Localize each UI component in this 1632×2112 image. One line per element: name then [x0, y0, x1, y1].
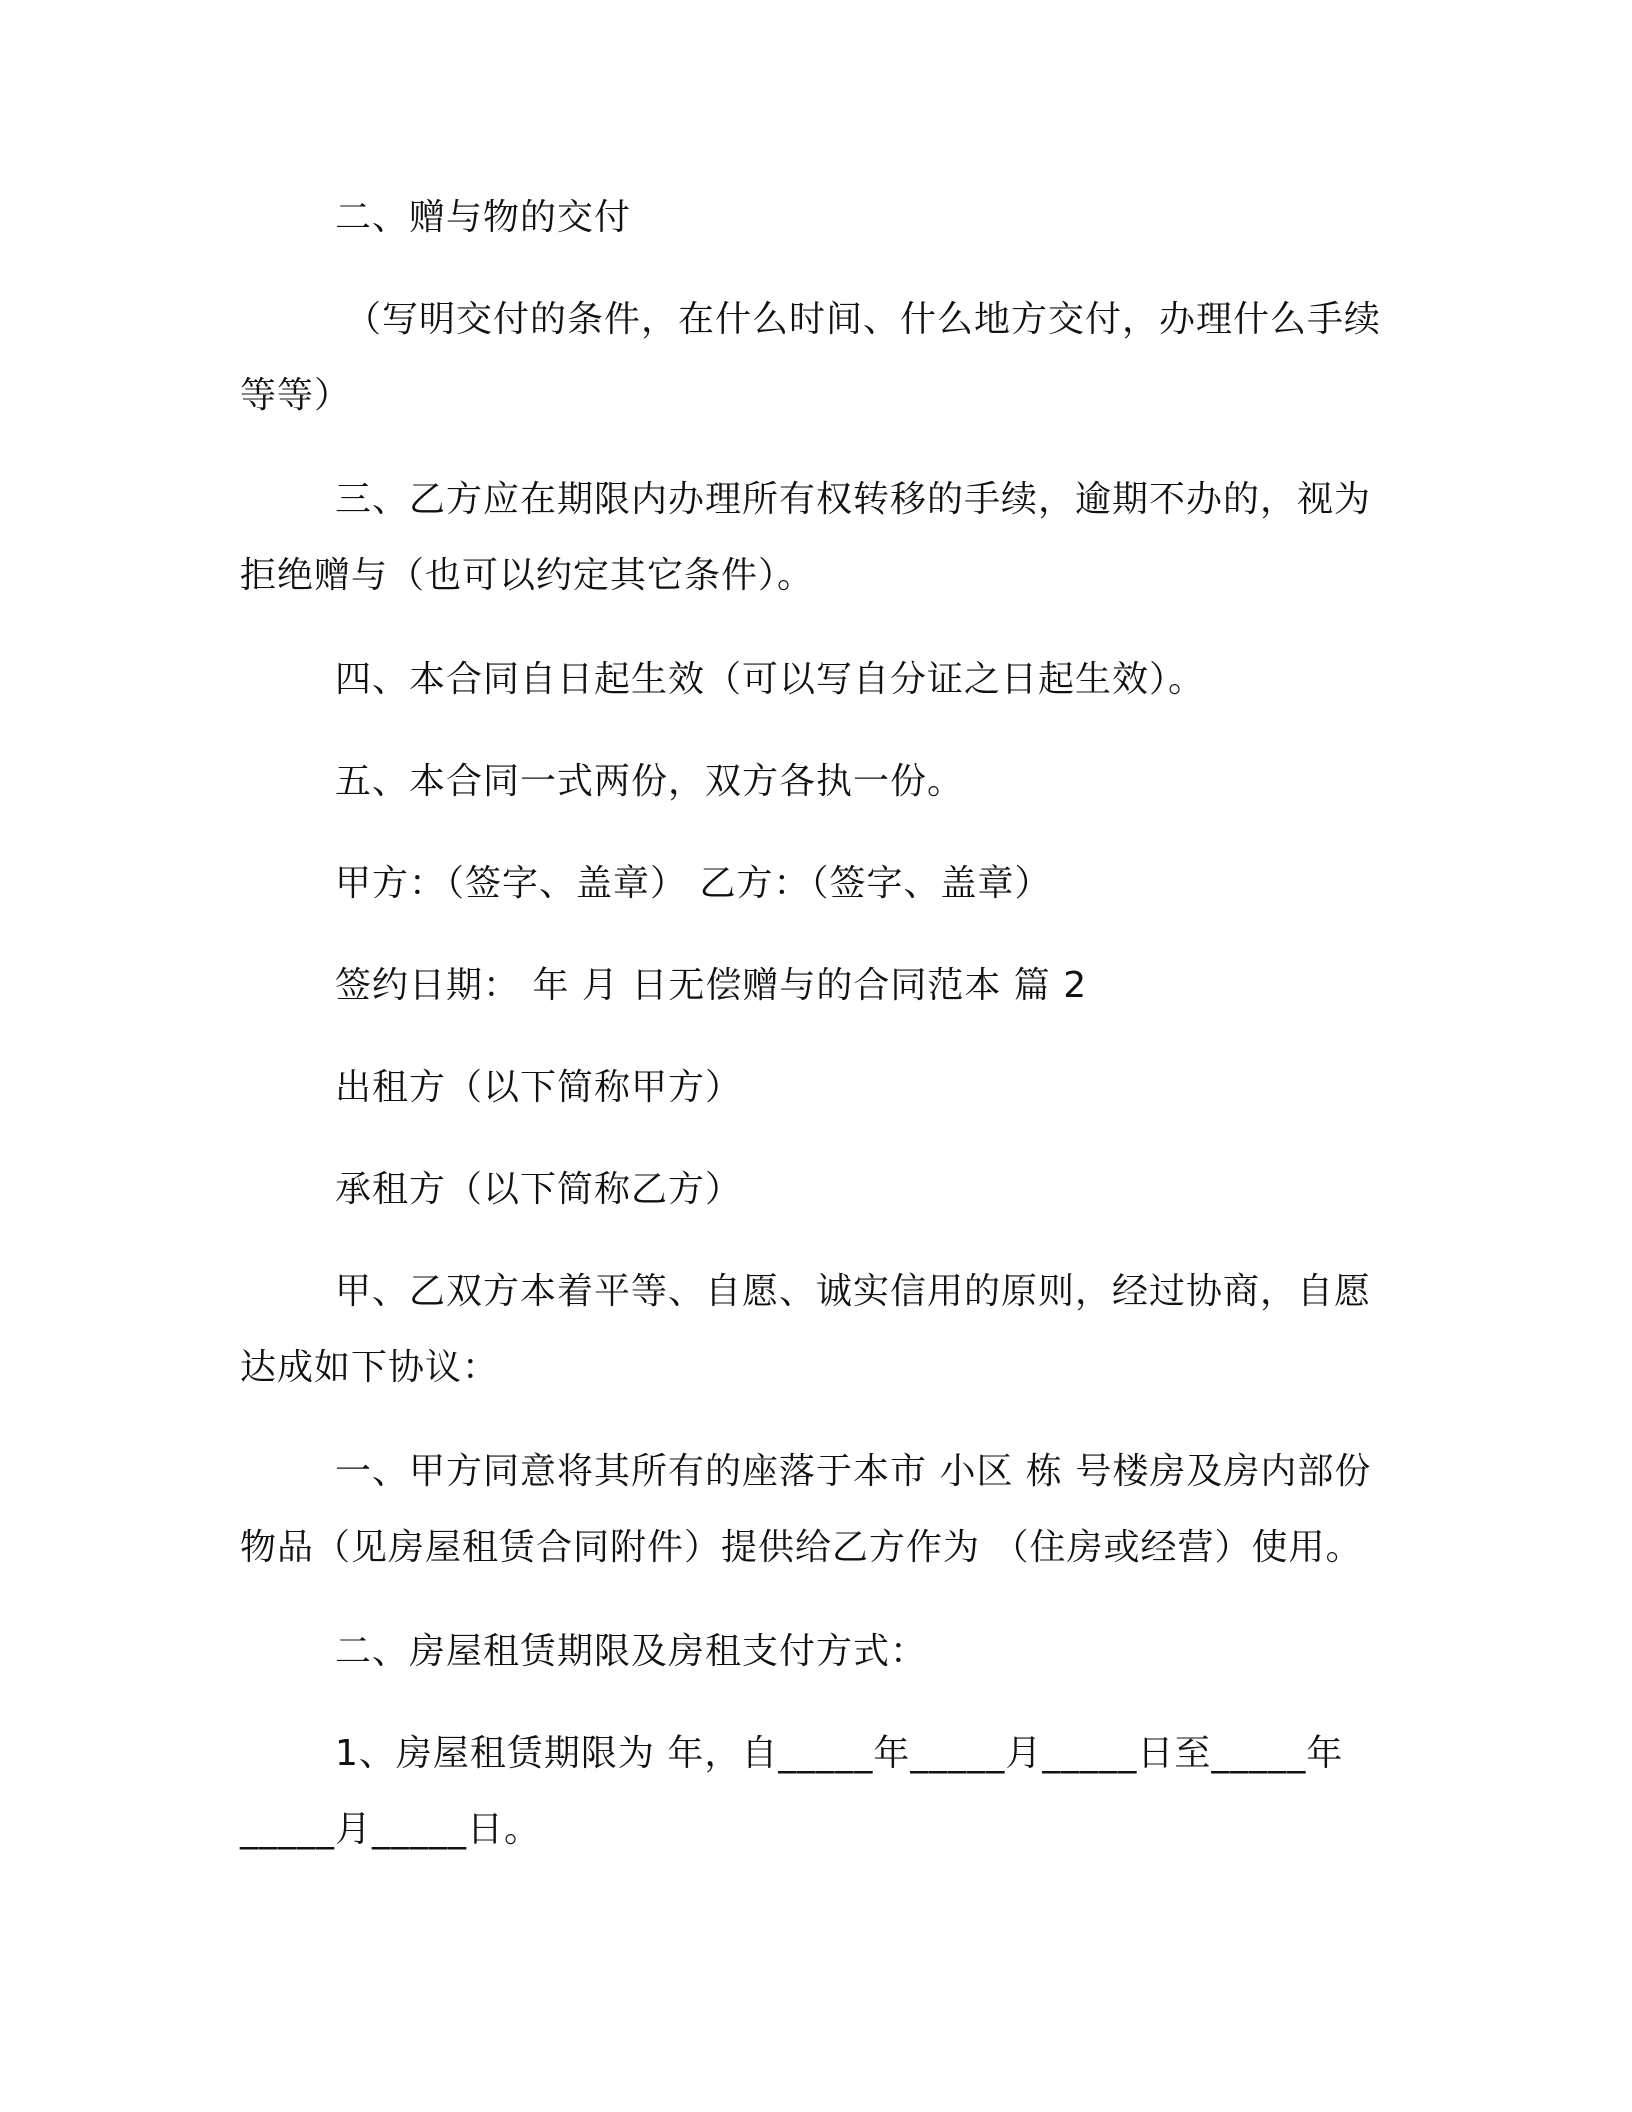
text-line: 四、本合同自日起生效（可以写自分证之日起生效）。 — [335, 659, 1206, 700]
paragraph-gift-delivery-heading — [240, 180, 1380, 256]
text-line: 达成如下协议： — [240, 1347, 500, 1388]
text-line: 五、本合同一式两份，双方各执一份。 — [335, 761, 965, 802]
paragraph-lessee — [240, 1152, 1380, 1228]
text-line: 一、甲方同意将其所有的座落于本市 小区 栋 号楼房及房内部份 — [335, 1451, 1372, 1492]
text-line: 甲、乙双方本着平等、自愿、诚实信用的原则，经过协商，自愿 — [335, 1271, 1372, 1312]
text-line: 二、房屋租赁期限及房租支付方式： — [335, 1631, 928, 1672]
text-line: 三、乙方应在期限内办理所有权转移的手续，逾期不办的，视为 — [335, 479, 1372, 520]
text-line: 承租方（以下简称乙方） — [335, 1169, 743, 1210]
text-line: 物品（见房屋租赁合同附件）提供给乙方作为 （住房或经营）使用。 — [240, 1527, 1363, 1568]
paragraph-delivery-note — [240, 282, 1380, 434]
text-line: 出租方（以下简称甲方） — [335, 1067, 743, 1108]
paragraph-signing-date — [240, 948, 1380, 1024]
paragraph-clause-four — [240, 642, 1380, 718]
text-line: （写明交付的条件，在什么时间、什么地方交付，办理什么手续 — [345, 299, 1382, 340]
text-line: 等等） — [240, 375, 352, 416]
text-line: _____月_____日。 — [240, 1809, 542, 1850]
paragraph-clause-five — [240, 744, 1380, 820]
paragraph-lease-term — [240, 1716, 1380, 1868]
text-line: 拒绝赠与（也可以约定其它条件）。 — [240, 555, 815, 596]
paragraph-clause-three — [240, 462, 1380, 614]
text-line: 签约日期： 年 月 日无偿赠与的合同范本 篇 2 — [335, 965, 1088, 1006]
text-line: 二、赠与物的交付 — [335, 197, 632, 238]
paragraph-lease-clause-two — [240, 1614, 1380, 1690]
text-line: 1、房屋租赁期限为 年，自_____年_____月_____日至_____年 — [335, 1733, 1344, 1774]
paragraph-signatures — [240, 846, 1380, 922]
paragraph-lease-clause-one — [240, 1434, 1380, 1586]
text-line: 甲方：（签字、盖章） 乙方：（签字、盖章） — [335, 863, 1052, 904]
paragraph-agreement-intro — [240, 1254, 1380, 1406]
paragraph-lessor — [240, 1050, 1380, 1126]
